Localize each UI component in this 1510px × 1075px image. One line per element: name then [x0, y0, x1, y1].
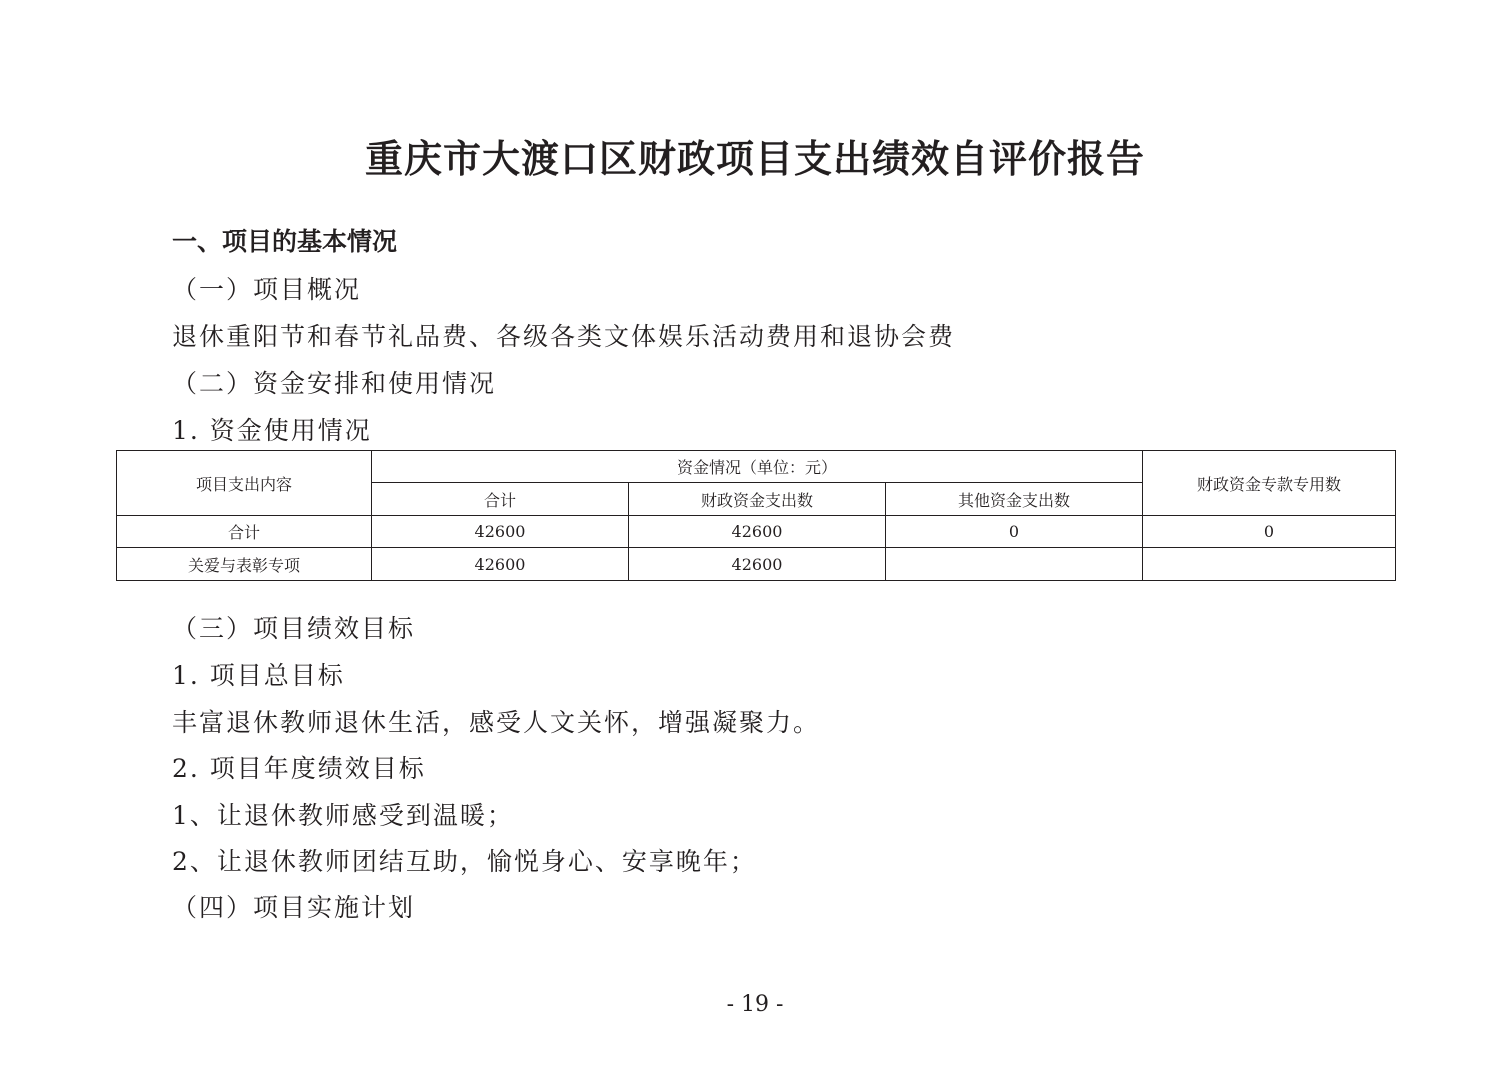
subheader-fiscal: 财政资金支出数 [629, 483, 886, 516]
table-header-row [117, 451, 1396, 483]
header-special-use: 财政资金专款专用数 [1143, 451, 1396, 516]
annual-goal-item-2: 2、让退休教师团结互助，愉悦身心、安享晚年； [172, 847, 757, 876]
cell-other: 0 [886, 516, 1143, 548]
funding-usage-heading: 1. 资金使用情况 [172, 416, 372, 445]
section-heading-basic-info: 一、项目的基本情况 [172, 227, 398, 256]
subsection-heading-overview: （一）项目概况 [172, 275, 362, 304]
cell-other [886, 548, 1143, 581]
overview-text: 退休重阳节和春节礼品费、各级各类文体娱乐活动费用和退协会费 [172, 322, 956, 351]
funding-table [116, 450, 1396, 581]
cell-special: 0 [1143, 516, 1396, 548]
header-fund-group: 资金情况（单位：元） [372, 451, 1143, 483]
cell-total: 42600 [372, 548, 629, 581]
page-number: - 19 - [726, 992, 784, 1017]
cell-fiscal: 42600 [629, 516, 886, 548]
table-row [117, 548, 1396, 581]
table-row [117, 516, 1396, 548]
annual-goal-heading: 2. 项目年度绩效目标 [172, 754, 426, 783]
cell-special [1143, 548, 1396, 581]
header-item: 项目支出内容 [117, 451, 372, 516]
report-title: 重庆市大渡口区财政项目支出绩效自评价报告 [364, 136, 1145, 181]
subheader-total: 合计 [372, 483, 629, 516]
cell-total: 42600 [372, 516, 629, 548]
cell-name: 关爱与表彰专项 [117, 548, 372, 581]
annual-goal-item-1: 1、让退休教师感受到温暖； [172, 801, 514, 830]
subsection-heading-funding: （二）资金安排和使用情况 [172, 369, 497, 398]
cell-fiscal: 42600 [629, 548, 886, 581]
overall-goal-heading: 1. 项目总目标 [172, 661, 345, 690]
subsection-heading-performance-goals: （三）项目绩效目标 [172, 614, 416, 643]
overall-goal-text: 丰富退休教师退休生活，感受人文关怀，增强凝聚力。 [172, 708, 821, 737]
cell-name: 合计 [117, 516, 372, 548]
subsection-heading-implementation-plan: （四）项目实施计划 [172, 893, 416, 922]
subheader-other: 其他资金支出数 [886, 483, 1143, 516]
